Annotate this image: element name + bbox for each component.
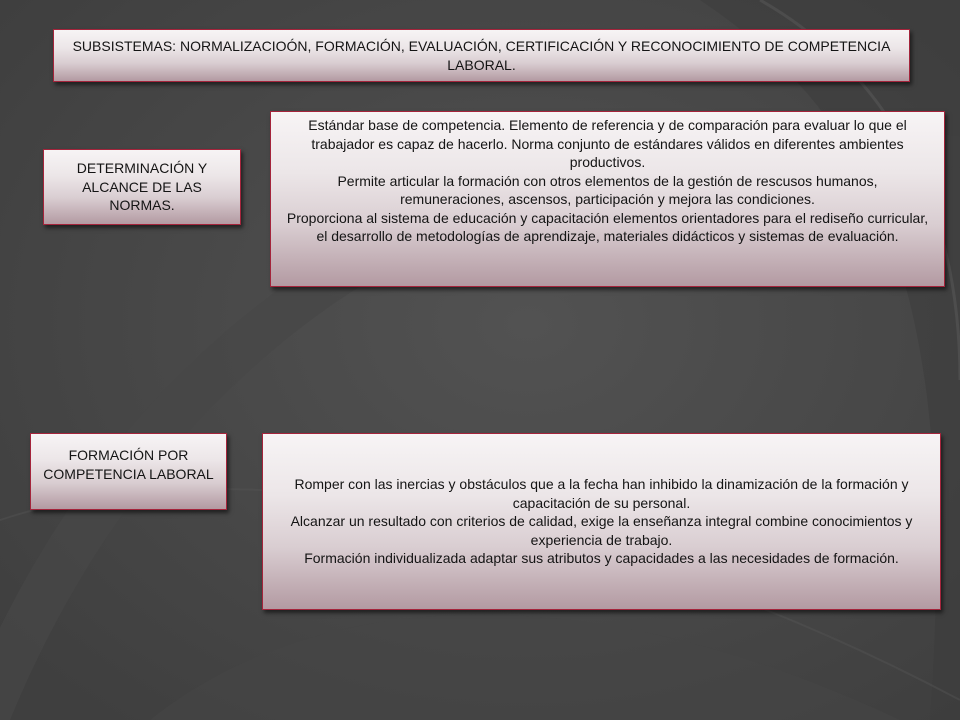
- formacion-description-box: [262, 433, 941, 610]
- formacion-label: FORMACIÓN POR COMPETENCIA LABORAL: [43, 447, 214, 482]
- determinacion-paragraph-2: Permite articular la formación con otros elementos de la gestión de rescusos humanos, remuneraciones, ascensos, participación y mejora las condiciones.: [337, 172, 878, 207]
- title-text: SUBSISTEMAS: NORMALIZACIOÓN, FORMACIÓN, EVALUACIÓN, CERTIFICACIÓN Y RECONOCIMIENTO DE COMPETENCIA LABORAL.: [72, 38, 891, 73]
- determinacion-paragraph-3: Proporciona al sistema de educación y capacitación elementos orientadores para el rediseño curricular, el desarrollo de metodologías de aprendizaje, materiales didácticos y sistemas de evaluación.: [286, 209, 929, 244]
- title-box: [53, 29, 910, 82]
- formacion-paragraph-3: Formación individualizada adaptar sus atributos y capacidades a las necesidades de formación.: [304, 550, 899, 567]
- formacion-paragraph-1: Romper con las inercias y obstáculos que a la fecha han inhibido la dinamización de la formación y capacitación de su personal.: [294, 476, 909, 511]
- determinacion-description-box: [270, 111, 945, 287]
- formacion-paragraph-2: Alcanzar un resultado con criterios de calidad, exige la enseñanza integral combine conocimientos y experiencia de trabajo.: [290, 513, 913, 548]
- determinacion-label-box: [43, 149, 241, 225]
- determinacion-paragraph-1: Estándar base de competencia. Elemento de referencia y de comparación para evaluar lo que el trabajador es capaz de hacerlo. Norma conjunto de estándares válidos en diferentes ambientes productivos.: [308, 117, 907, 170]
- determinacion-label: DETERMINACIÓN Y ALCANCE DE LAS NORMAS.: [76, 160, 208, 214]
- formacion-label-box: [30, 433, 227, 510]
